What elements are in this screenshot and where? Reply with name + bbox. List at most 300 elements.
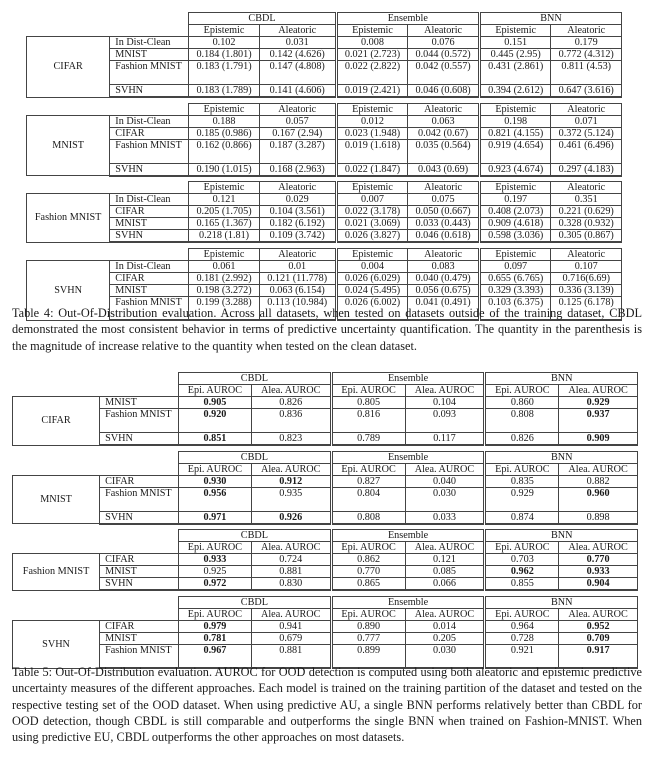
column-header: Aleatoric <box>551 182 622 194</box>
value-cell: 0.019 (2.421) <box>336 85 408 98</box>
value-cell: 0.022 (2.822) <box>336 61 408 85</box>
value-cell: 0.205 (1.705) <box>189 206 259 218</box>
table-row <box>13 620 638 632</box>
value-cell: 0.461 (6.496) <box>551 139 622 163</box>
column-header: Epi. AUROC <box>485 542 559 554</box>
column-header: Aleatoric <box>259 248 336 260</box>
value-cell: 0.830 <box>251 578 331 591</box>
table-row <box>27 127 622 139</box>
value-cell: 0.024 (5.495) <box>336 284 408 296</box>
value-cell: 0.103 (6.375) <box>479 296 551 320</box>
table-5 <box>12 372 638 669</box>
column-header: Aleatoric <box>551 25 622 37</box>
column-header: Aleatoric <box>551 103 622 115</box>
column-header-row <box>13 542 638 554</box>
column-header: Alea. AUROC <box>251 385 331 397</box>
train-dataset-label: Fashion MNIST <box>27 194 110 243</box>
value-cell: 0.823 <box>251 433 331 446</box>
ood-dataset-label: Fashion MNIST <box>100 409 179 433</box>
table-row <box>13 487 638 511</box>
value-cell: 0.205 <box>405 632 485 644</box>
value-cell: 0.040 <box>405 475 485 487</box>
value-cell: 0.097 <box>479 260 551 272</box>
value-cell: 0.141 (4.606) <box>259 85 336 98</box>
value-cell: 0.956 <box>179 487 252 511</box>
ood-dataset-label: MNIST <box>100 397 179 409</box>
train-dataset-label: CIFAR <box>13 397 100 446</box>
column-header: Aleatoric <box>551 248 622 260</box>
value-cell: 0.221 (0.629) <box>551 206 622 218</box>
column-header-row <box>13 385 638 397</box>
table-row <box>27 37 622 49</box>
value-cell: 0.007 <box>336 194 408 206</box>
value-cell: 0.836 <box>251 409 331 433</box>
value-cell: 0.026 (6.029) <box>336 272 408 284</box>
value-cell: 0.770 <box>559 554 638 566</box>
column-header: Epi. AUROC <box>331 542 405 554</box>
value-cell: 0.104 (3.561) <box>259 206 336 218</box>
value-cell: 0.881 <box>251 644 331 668</box>
value-cell: 0.967 <box>179 644 252 668</box>
value-cell: 0.647 (3.616) <box>551 85 622 98</box>
value-cell: 0.862 <box>331 554 405 566</box>
value-cell: 0.188 <box>189 115 259 127</box>
table-row <box>27 260 622 272</box>
method-header: Ensemble <box>331 530 485 542</box>
value-cell: 0.063 <box>408 115 480 127</box>
value-cell: 0.905 <box>179 397 252 409</box>
column-header: Epi. AUROC <box>485 385 559 397</box>
ood-dataset-label: CIFAR <box>110 206 189 218</box>
table-4 <box>26 12 622 321</box>
value-cell: 0.835 <box>485 475 559 487</box>
column-header: Alea. AUROC <box>559 385 638 397</box>
value-cell: 0.165 (1.367) <box>189 218 259 230</box>
table-row <box>27 218 622 230</box>
value-cell: 0.808 <box>485 409 559 433</box>
ood-dataset-label: CIFAR <box>110 272 189 284</box>
value-cell: 0.917 <box>559 644 638 668</box>
value-cell: 0.184 (1.801) <box>189 49 259 61</box>
value-cell: 0.909 <box>559 433 638 446</box>
value-cell: 0.925 <box>179 566 252 578</box>
column-header: Alea. AUROC <box>251 542 331 554</box>
value-cell: 0.328 (0.932) <box>551 218 622 230</box>
value-cell: 0.770 <box>331 566 405 578</box>
value-cell: 0.012 <box>336 115 408 127</box>
column-header: Epistemic <box>189 182 259 194</box>
column-header: Epistemic <box>336 25 408 37</box>
column-header: Alea. AUROC <box>251 463 331 475</box>
value-cell: 0.921 <box>485 644 559 668</box>
value-cell: 0.181 (2.992) <box>189 272 259 284</box>
column-header: Epistemic <box>189 103 259 115</box>
table-row <box>27 49 622 61</box>
column-header: Epi. AUROC <box>179 542 252 554</box>
value-cell: 0.198 (3.272) <box>189 284 259 296</box>
value-cell: 0.816 <box>331 409 405 433</box>
column-header: Aleatoric <box>259 103 336 115</box>
value-cell: 0.026 (3.827) <box>336 230 408 243</box>
value-cell: 0.041 (0.491) <box>408 296 480 320</box>
value-cell: 0.336 (3.139) <box>551 284 622 296</box>
column-header: Epistemic <box>479 103 551 115</box>
value-cell: 0.190 (1.015) <box>189 163 259 176</box>
value-cell: 0.929 <box>559 397 638 409</box>
table-row <box>13 566 638 578</box>
value-cell: 0.329 (3.393) <box>479 284 551 296</box>
column-header-row <box>27 25 622 37</box>
value-cell: 0.777 <box>331 632 405 644</box>
table-row <box>27 115 622 127</box>
column-header: Alea. AUROC <box>251 608 331 620</box>
column-header-row <box>13 608 638 620</box>
value-cell: 0.971 <box>179 511 252 524</box>
ood-dataset-label: In Dist-Clean <box>110 115 189 127</box>
ood-dataset-label: SVHN <box>110 163 189 176</box>
table-row <box>13 578 638 591</box>
ood-dataset-label: SVHN <box>110 230 189 243</box>
value-cell: 0.033 <box>405 511 485 524</box>
value-cell: 0.063 (6.154) <box>259 284 336 296</box>
value-cell: 0.046 (0.608) <box>408 85 480 98</box>
ood-dataset-label: Fashion MNIST <box>100 644 179 668</box>
column-header-row <box>27 103 622 115</box>
value-cell: 0.827 <box>331 475 405 487</box>
table-row <box>27 284 622 296</box>
value-cell: 0.805 <box>331 397 405 409</box>
value-cell: 0.926 <box>251 511 331 524</box>
value-cell: 0.071 <box>551 115 622 127</box>
value-cell: 0.912 <box>251 475 331 487</box>
method-header-row <box>13 373 638 385</box>
value-cell: 0.826 <box>251 397 331 409</box>
value-cell: 0.147 (4.808) <box>259 61 336 85</box>
value-cell: 0.083 <box>408 260 480 272</box>
value-cell: 0.004 <box>336 260 408 272</box>
ood-dataset-label: SVHN <box>100 433 179 446</box>
value-cell: 0.904 <box>559 578 638 591</box>
ood-dataset-label: MNIST <box>100 566 179 578</box>
value-cell: 0.728 <box>485 632 559 644</box>
value-cell: 0.008 <box>336 37 408 49</box>
table-row <box>13 475 638 487</box>
value-cell: 0.899 <box>331 644 405 668</box>
column-header: Alea. AUROC <box>405 385 485 397</box>
value-cell: 0.598 (3.036) <box>479 230 551 243</box>
value-cell: 0.117 <box>405 433 485 446</box>
value-cell: 0.168 (2.963) <box>259 163 336 176</box>
value-cell: 0.102 <box>189 37 259 49</box>
value-cell: 0.874 <box>485 511 559 524</box>
train-dataset-label: MNIST <box>13 475 100 524</box>
value-cell: 0.162 (0.866) <box>189 139 259 163</box>
value-cell: 0.197 <box>479 194 551 206</box>
table-4-caption: Table 4: Out-Of-Distribution evaluation. Across all datasets, when tested on datasets outside of the training dataset, CBDL demonstrated the most consistent behavior in terms of predictive uncertainty quantification. The quantity in the parenthesis is the magnitude of increase relative to the quantity when tested on the clean dataset. <box>12 306 642 353</box>
value-cell: 0.050 (0.667) <box>408 206 480 218</box>
column-header: Epistemic <box>479 25 551 37</box>
column-header-row <box>27 182 622 194</box>
value-cell: 0.964 <box>485 620 559 632</box>
value-cell: 0.033 (0.443) <box>408 218 480 230</box>
value-cell: 0.076 <box>408 37 480 49</box>
table-row <box>27 85 622 98</box>
value-cell: 0.679 <box>251 632 331 644</box>
ood-dataset-label: CIFAR <box>110 127 189 139</box>
value-cell: 0.851 <box>179 433 252 446</box>
value-cell: 0.937 <box>559 409 638 433</box>
ood-dataset-label: Fashion MNIST <box>100 487 179 511</box>
value-cell: 0.021 (2.723) <box>336 49 408 61</box>
column-header: Alea. AUROC <box>405 542 485 554</box>
table-row <box>13 632 638 644</box>
table-row <box>27 272 622 284</box>
value-cell: 0.935 <box>251 487 331 511</box>
ood-dataset-label: MNIST <box>100 632 179 644</box>
value-cell: 0.042 (0.67) <box>408 127 480 139</box>
method-header: BNN <box>485 530 638 542</box>
value-cell: 0.075 <box>408 194 480 206</box>
value-cell: 0.046 (0.618) <box>408 230 480 243</box>
value-cell: 0.022 (3.178) <box>336 206 408 218</box>
value-cell: 0.882 <box>559 475 638 487</box>
column-header: Epi. AUROC <box>179 385 252 397</box>
method-header: CBDL <box>179 596 332 608</box>
ood-dataset-label: SVHN <box>100 511 179 524</box>
value-cell: 0.031 <box>259 37 336 49</box>
value-cell: 0.121 <box>405 554 485 566</box>
value-cell: 0.933 <box>559 566 638 578</box>
value-cell: 0.445 (2.95) <box>479 49 551 61</box>
ood-dataset-label: CIFAR <box>100 554 179 566</box>
column-header: Epi. AUROC <box>331 608 405 620</box>
column-header: Alea. AUROC <box>405 463 485 475</box>
value-cell: 0.923 (4.674) <box>479 163 551 176</box>
value-cell: 0.104 <box>405 397 485 409</box>
value-cell: 0.372 (5.124) <box>551 127 622 139</box>
value-cell: 0.056 (0.675) <box>408 284 480 296</box>
value-cell: 0.394 (2.612) <box>479 85 551 98</box>
method-header: BNN <box>485 373 638 385</box>
table-5-caption: Table 5: Out-Of-Distribution evaluation. AUROC for OOD detection is computed using both aleatoric and epistemic predictive uncertainty measures of the different approaches. Each model is trained on the training partition of the dataset and tested on the respective testing set of the OOD dataset. When using predictive AU, a single BNN performs relatively better than CBDL for OOD detection, though CBDL is still comparable and outperforms the single BNN when trained on Fashion-MNIST. When using predictive EU, CBDL outperforms the other approaches on most datasets. <box>12 665 642 745</box>
train-dataset-label: SVHN <box>13 620 100 668</box>
method-header: Ensemble <box>331 451 485 463</box>
value-cell: 0.919 (4.654) <box>479 139 551 163</box>
value-cell: 0.305 (0.867) <box>551 230 622 243</box>
value-cell: 0.043 (0.69) <box>408 163 480 176</box>
value-cell: 0.920 <box>179 409 252 433</box>
column-header-row <box>27 248 622 260</box>
column-header: Epistemic <box>189 25 259 37</box>
value-cell: 0.182 (6.192) <box>259 218 336 230</box>
column-header: Epistemic <box>479 248 551 260</box>
column-header: Epistemic <box>189 248 259 260</box>
column-header: Aleatoric <box>408 103 480 115</box>
ood-dataset-label: Fashion MNIST <box>110 61 189 85</box>
value-cell: 0.789 <box>331 433 405 446</box>
value-cell: 0.865 <box>331 578 405 591</box>
column-header: Epistemic <box>336 103 408 115</box>
column-header: Alea. AUROC <box>405 608 485 620</box>
train-dataset-label: MNIST <box>27 115 110 176</box>
value-cell: 0.026 (6.002) <box>336 296 408 320</box>
value-cell: 0.183 (1.789) <box>189 85 259 98</box>
value-cell: 0.811 (4.53) <box>551 61 622 85</box>
table-row <box>27 206 622 218</box>
value-cell: 0.199 (3.288) <box>189 296 259 320</box>
value-cell: 0.151 <box>479 37 551 49</box>
table-row <box>13 409 638 433</box>
column-header: Alea. AUROC <box>559 608 638 620</box>
value-cell: 0.933 <box>179 554 252 566</box>
ood-dataset-label: SVHN <box>100 578 179 591</box>
column-header: Aleatoric <box>408 25 480 37</box>
value-cell: 0.061 <box>189 260 259 272</box>
method-header: BNN <box>485 596 638 608</box>
column-header: Aleatoric <box>259 25 336 37</box>
method-header-row <box>13 596 638 608</box>
value-cell: 0.655 (6.765) <box>479 272 551 284</box>
value-cell: 0.022 (1.847) <box>336 163 408 176</box>
method-header-row <box>27 13 622 25</box>
value-cell: 0.179 <box>551 37 622 49</box>
value-cell: 0.929 <box>485 487 559 511</box>
ood-dataset-label: CIFAR <box>100 620 179 632</box>
table-row <box>13 433 638 446</box>
column-header-row <box>13 463 638 475</box>
value-cell: 0.881 <box>251 566 331 578</box>
ood-dataset-label: MNIST <box>110 284 189 296</box>
value-cell: 0.107 <box>551 260 622 272</box>
column-header: Epi. AUROC <box>179 463 252 475</box>
table-row <box>13 511 638 524</box>
column-header: Epi. AUROC <box>331 463 405 475</box>
column-header: Alea. AUROC <box>559 463 638 475</box>
value-cell: 0.109 (3.742) <box>259 230 336 243</box>
table-row <box>27 194 622 206</box>
value-cell: 0.860 <box>485 397 559 409</box>
value-cell: 0.187 (3.287) <box>259 139 336 163</box>
value-cell: 0.044 (0.572) <box>408 49 480 61</box>
value-cell: 0.772 (4.312) <box>551 49 622 61</box>
value-cell: 0.014 <box>405 620 485 632</box>
table-row <box>27 163 622 176</box>
value-cell: 0.040 (0.479) <box>408 272 480 284</box>
value-cell: 0.185 (0.986) <box>189 127 259 139</box>
column-header: Aleatoric <box>408 182 480 194</box>
ood-dataset-label: In Dist-Clean <box>110 37 189 49</box>
value-cell: 0.042 (0.557) <box>408 61 480 85</box>
column-header: Epistemic <box>336 248 408 260</box>
table-row <box>27 61 622 85</box>
ood-dataset-label: In Dist-Clean <box>110 194 189 206</box>
value-cell: 0.972 <box>179 578 252 591</box>
value-cell: 0.351 <box>551 194 622 206</box>
method-header-row <box>13 530 638 542</box>
ood-dataset-label: Fashion MNIST <box>110 139 189 163</box>
ood-dataset-label: MNIST <box>110 49 189 61</box>
column-header: Epi. AUROC <box>485 463 559 475</box>
value-cell: 0.826 <box>485 433 559 446</box>
value-cell: 0.804 <box>331 487 405 511</box>
value-cell: 0.890 <box>331 620 405 632</box>
value-cell: 0.066 <box>405 578 485 591</box>
value-cell: 0.093 <box>405 409 485 433</box>
method-header: CBDL <box>179 530 332 542</box>
value-cell: 0.030 <box>405 487 485 511</box>
method-header: Ensemble <box>331 373 485 385</box>
value-cell: 0.113 (10.984) <box>259 296 336 320</box>
column-header: Epi. AUROC <box>485 608 559 620</box>
column-header: Aleatoric <box>408 248 480 260</box>
column-header: Epi. AUROC <box>331 385 405 397</box>
value-cell: 0.703 <box>485 554 559 566</box>
method-header: Ensemble <box>331 596 485 608</box>
value-cell: 0.218 (1.81) <box>189 230 259 243</box>
value-cell: 0.297 (4.183) <box>551 163 622 176</box>
value-cell: 0.167 (2.94) <box>259 127 336 139</box>
column-header: Alea. AUROC <box>559 542 638 554</box>
value-cell: 0.183 (1.791) <box>189 61 259 85</box>
value-cell: 0.821 (4.155) <box>479 127 551 139</box>
ood-dataset-label: SVHN <box>110 85 189 98</box>
value-cell: 0.023 (1.948) <box>336 127 408 139</box>
train-dataset-label: CIFAR <box>27 37 110 98</box>
value-cell: 0.030 <box>405 644 485 668</box>
table-row <box>27 139 622 163</box>
value-cell: 0.898 <box>559 511 638 524</box>
value-cell: 0.035 (0.564) <box>408 139 480 163</box>
value-cell: 0.716(6.69) <box>551 272 622 284</box>
value-cell: 0.952 <box>559 620 638 632</box>
ood-dataset-label: MNIST <box>110 218 189 230</box>
method-header: CBDL <box>179 373 332 385</box>
table-row <box>13 397 638 409</box>
value-cell: 0.855 <box>485 578 559 591</box>
value-cell: 0.709 <box>559 632 638 644</box>
value-cell: 0.121 (11.778) <box>259 272 336 284</box>
table-row <box>27 230 622 243</box>
value-cell: 0.198 <box>479 115 551 127</box>
column-header: Epistemic <box>479 182 551 194</box>
table-row <box>13 554 638 566</box>
train-dataset-label: SVHN <box>27 260 110 320</box>
value-cell: 0.019 (1.618) <box>336 139 408 163</box>
value-cell: 0.121 <box>189 194 259 206</box>
value-cell: 0.909 (4.618) <box>479 218 551 230</box>
value-cell: 0.01 <box>259 260 336 272</box>
value-cell: 0.962 <box>485 566 559 578</box>
column-header: Aleatoric <box>259 182 336 194</box>
column-header: Epistemic <box>336 182 408 194</box>
column-header: Epi. AUROC <box>179 608 252 620</box>
value-cell: 0.724 <box>251 554 331 566</box>
value-cell: 0.057 <box>259 115 336 127</box>
method-header-row <box>13 451 638 463</box>
value-cell: 0.930 <box>179 475 252 487</box>
value-cell: 0.979 <box>179 620 252 632</box>
method-header: BNN <box>479 13 621 25</box>
value-cell: 0.021 (3.069) <box>336 218 408 230</box>
value-cell: 0.029 <box>259 194 336 206</box>
method-header: BNN <box>485 451 638 463</box>
ood-dataset-label: Fashion MNIST <box>110 296 189 320</box>
method-header: CBDL <box>189 13 336 25</box>
value-cell: 0.781 <box>179 632 252 644</box>
method-header: CBDL <box>179 451 332 463</box>
value-cell: 0.431 (2.861) <box>479 61 551 85</box>
value-cell: 0.808 <box>331 511 405 524</box>
